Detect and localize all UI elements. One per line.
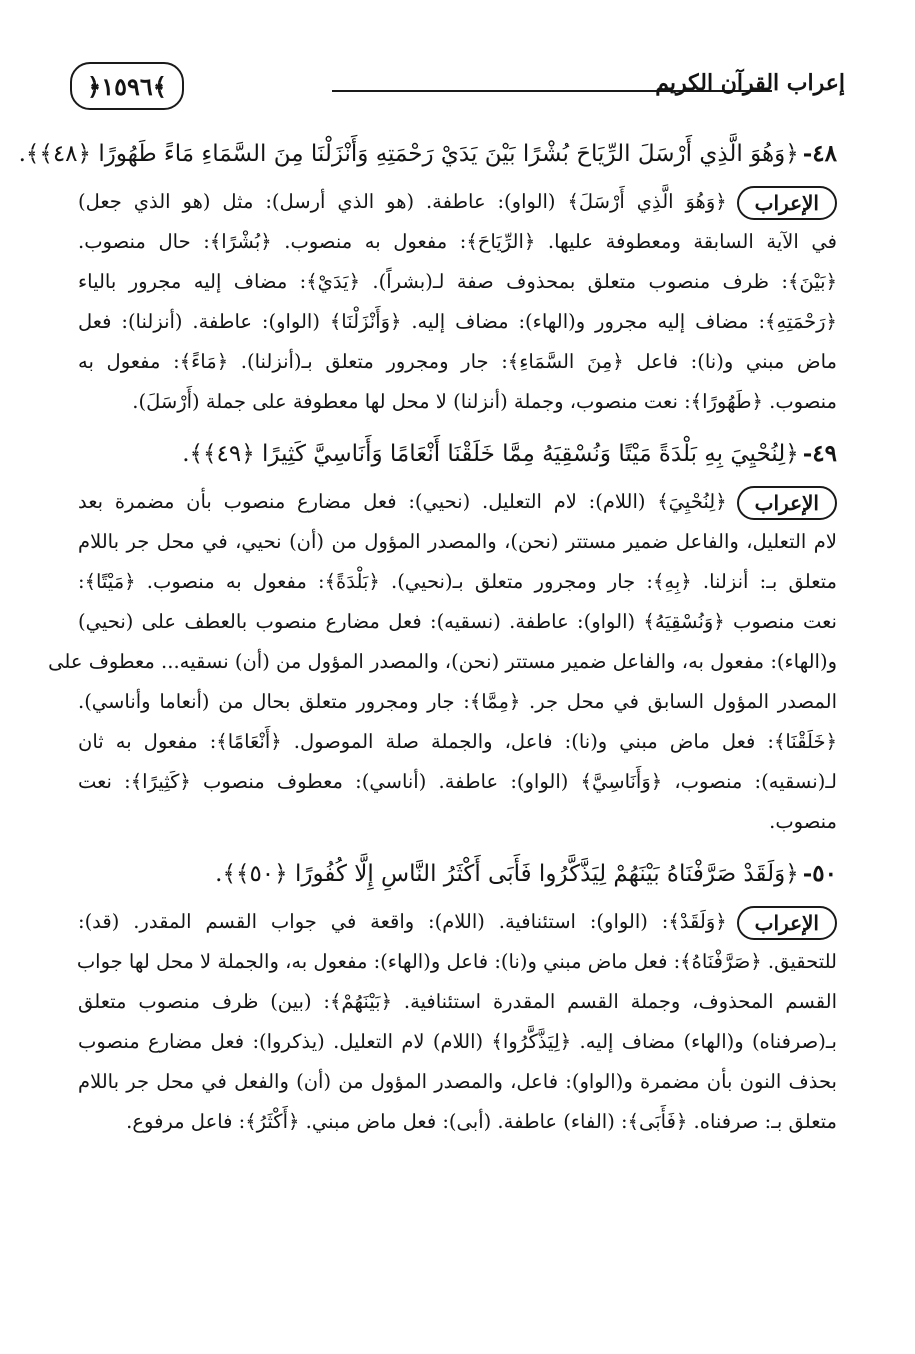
verse-49 [78,432,837,476]
book-title: إعراب القرآن الكريم [655,70,845,96]
verse-48 [18,132,837,176]
irab-line: ﴿بَيْنَ﴾: ظرف منصوب متعلق بمحذوف صفة لـ(بشراً). ﴿يَدَيْ﴾: مضاف إليه مجرور بالياء [78,270,837,293]
irab-line: منصوب. [769,810,837,833]
page-number: ﴿١٥٩٦﴾ [70,62,184,110]
verse-number: ٤٨- [802,140,837,167]
irab-line: و(الهاء): مفعول به، والفاعل ضمير مستتر (نحن)، والمصدر المؤول من (أن) نسقيه... معطوف على [48,650,837,673]
irab-line-text: ﴿وَهُوَ الَّذِي أَرْسَلَ﴾ (الواو): عاطفة. (هو الذي أرسل): مثل (هو الذي جعل) [78,190,727,213]
irab-line: ﴿خَلَقْنَا﴾: فعل ماض مبني و(نا): فاعل، والجملة صلة الموصول. ﴿أَنْعَامًا﴾: مفعول به ثان [78,730,837,753]
irab-line: للتحقيق. ﴿صَرَّفْنَاهُ﴾: فعل ماض مبني و(نا): فاعل و(الهاء): مفعول به، والجملة لا محل لها جواب [76,950,837,973]
irab-line: ﴿رَحْمَتِهِ﴾: مضاف إليه مجرور و(الهاء): مضاف إليه. ﴿وَأَنْزَلْنَا﴾ (الواو): عاطفة. (أنزلنا): فعل [78,310,837,333]
irab-line [78,482,837,522]
irab-line: بحذف النون بأن مضمرة و(الواو): فاعل، والمصدر المؤول من (أن) والفعل في محل جر باللام [78,1070,837,1093]
irab-line [78,902,837,942]
irab-line [78,182,837,222]
irab-section-50 [78,902,837,1142]
irab-label: الإعراب [737,186,837,220]
verse-text: ﴿لِنُحْيِيَ بِهِ بَلْدَةً مَيْتًا وَنُسْقِيَهُ مِمَّا خَلَقْنَا أَنْعَامًا وَأَنَاسِيَّ كَثِيرًا ﴿٤٩﴾﴾. [182,441,799,467]
irab-section-49 [48,482,837,842]
irab-line: المصدر المؤول السابق في محل جر. ﴿مِمَّا﴾: جار ومجرور متعلق بحال من (أنعاما وأناسي). [78,690,837,713]
irab-line: في الآية السابقة ومعطوفة عليها. ﴿الرِّيَاحَ﴾: مفعول به منصوب. ﴿بُشْرًا﴾: حال منصوب. [78,230,837,253]
irab-line: متعلق بـ: صرفناه. ﴿فَأَبَى﴾: (الفاء) عاطفة. (أبى): فعل ماض مبني. ﴿أَكْثَرُ﴾: فاعل مرفوع. [126,1110,837,1133]
irab-line: متعلق بـ: أنزلنا. ﴿بِهِ﴾: جار ومجرور متعلق بـ(نحيي). ﴿بَلْدَةً﴾: مفعول به منصوب. ﴿مَيْتًا﴾: [78,570,837,593]
verse-number: ٥٠- [802,860,837,887]
verse-number: ٤٩- [802,440,837,467]
irab-line: القسم المحذوف، وجملة القسم المقدرة استئنافية. ﴿بَيْنَهُمْ﴾: (بين) ظرف منصوب متعلق [78,990,837,1013]
irab-line-text: ﴿لِنُحْيِيَ﴾ (اللام): لام التعليل. (نحيي): فعل مضارع منصوب بأن مضمرة بعد [78,490,727,513]
irab-section-48 [78,182,837,422]
irab-line: نعت منصوب ﴿وَنُسْقِيَهُ﴾ (الواو): عاطفة. (نسقيه): فعل مضارع منصوب بالعطف على (نحيي) [78,610,837,633]
verse-text: ﴿وَلَقَدْ صَرَّفْنَاهُ بَيْنَهُمْ لِيَذَّكَّرُوا فَأَبَى أَكْثَرُ النَّاسِ إِلَّا كُفُورًا ﴿٥٠﴾﴾. [215,861,799,887]
irab-line: بـ(صرفناه) و(الهاء) مضاف إليه. ﴿لِيَذَّكَّرُوا﴾ (اللام) لام التعليل. (يذكروا): فعل مضارع منصوب [78,1030,837,1053]
irab-line: منصوب. ﴿طَهُورًا﴾: نعت منصوب، وجملة (أنزلنا) لا محل لها معطوفة على جملة (أَرْسَلَ). [132,390,837,413]
page-header [70,62,845,112]
irab-line: لام التعليل، والفاعل ضمير مستتر (نحن)، والمصدر المؤول من (أن) نحيي، في محل جر باللام [78,530,837,553]
verse-50 [78,852,837,896]
irab-label: الإعراب [737,906,837,940]
irab-line: لـ(نسقيه): منصوب، ﴿وَأَنَاسِيَّ﴾ (الواو): عاطفة. (أناسي): معطوف منصوب ﴿كَثِيرًا﴾: نعت [78,770,837,793]
irab-line: ماض مبني و(نا): فاعل ﴿مِنَ السَّمَاءِ﴾: جار ومجرور متعلق بـ(أنزلنا). ﴿مَاءً﴾: مفعول به [78,350,837,373]
verse-text: ﴿وَهُوَ الَّذِي أَرْسَلَ الرِّيَاحَ بُشْرًا بَيْنَ يَدَيْ رَحْمَتِهِ وَأَنْزَلْنَا مِنَ السَّمَاءِ مَاءً طَهُورًا ﴿٤٨﴾﴾. [18,141,799,167]
page-content [18,132,837,1152]
irab-line-text: ﴿وَلَقَدْ﴾: (الواو): استئنافية. (اللام): واقعة في جواب القسم المقدر. (قد): [78,910,727,933]
irab-label: الإعراب [737,486,837,520]
